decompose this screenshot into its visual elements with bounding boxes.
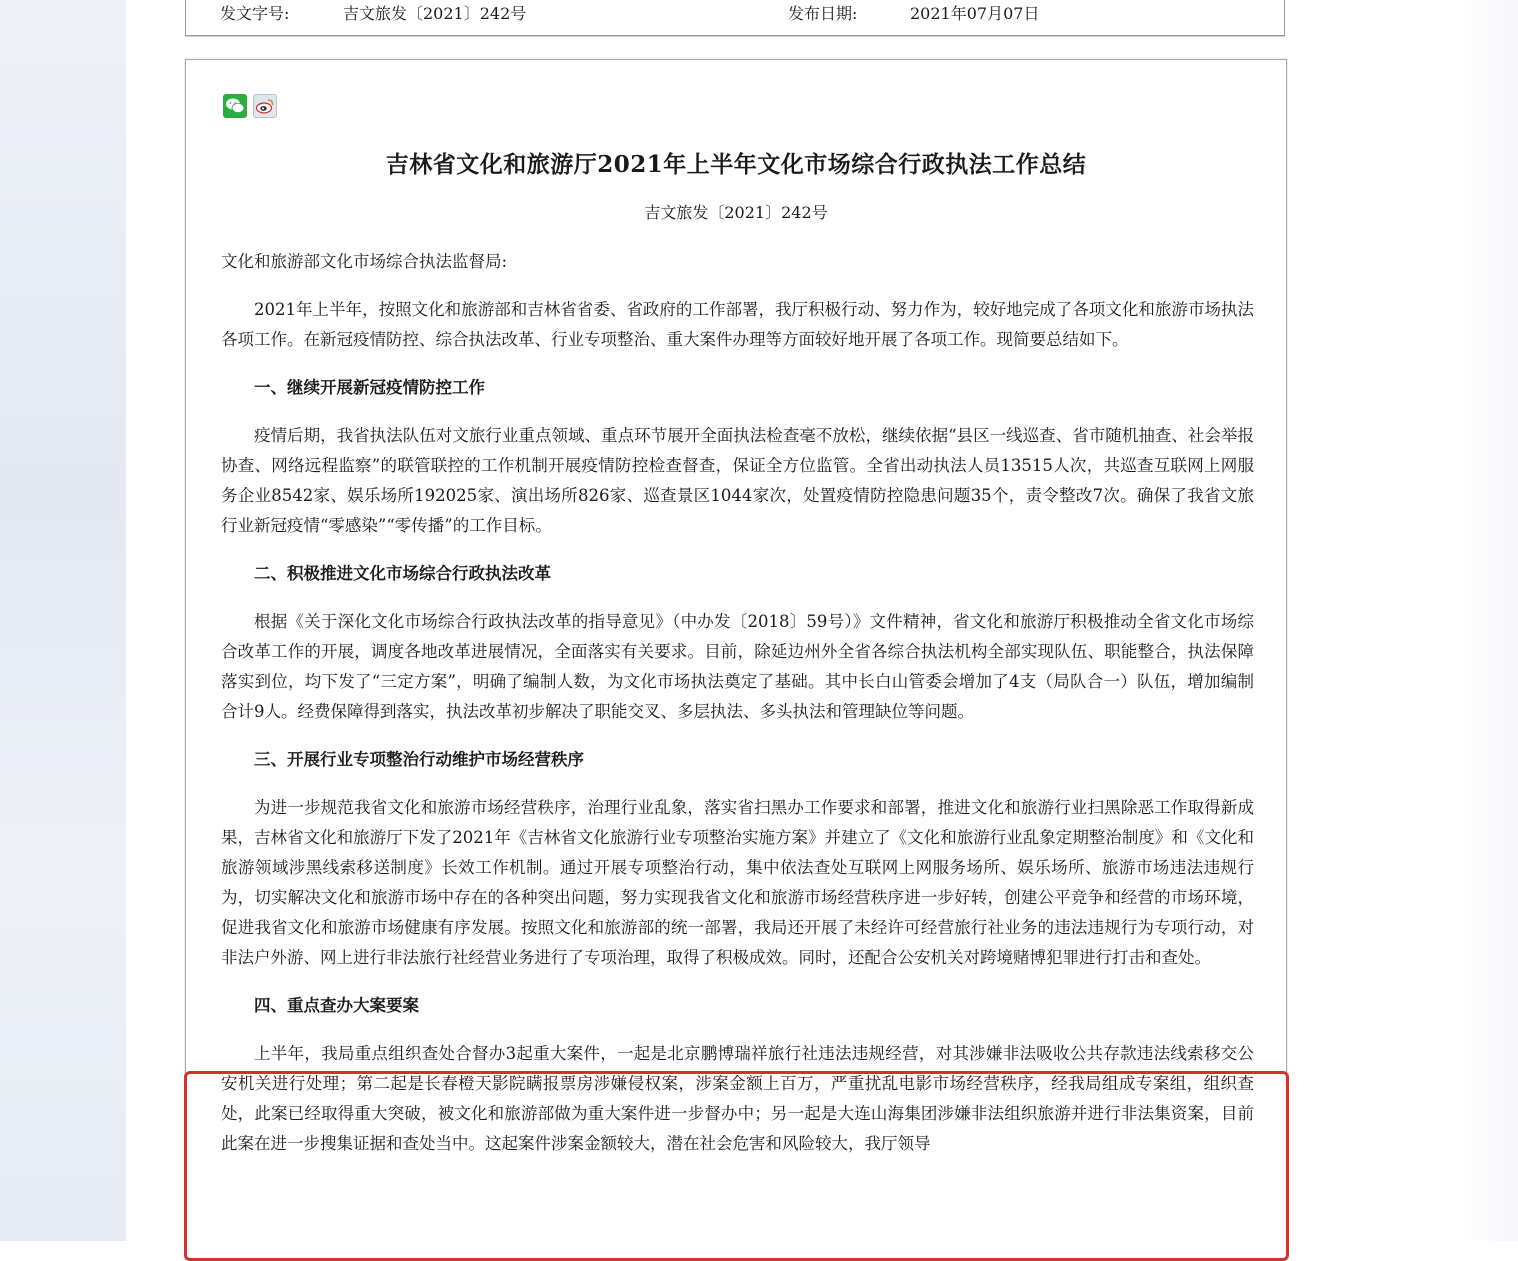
document-number: 吉文旅发〔2021〕242号: [644, 203, 828, 222]
wechat-icon[interactable]: [223, 94, 247, 118]
doc-number-value: 吉文旅发〔2021〕242号: [343, 4, 527, 23]
section-paragraph: 疫情后期，我省执法队伍对文旅行业重点领域、重点环节展开全面执法检查毫不放松，继续依据“县区一线巡查、省市随机抽查、社会举报协查、网络远程监察”的联管联控的工作机制开展疫情防控检查督查，保证全方位监管。全省出动执法人员13515人次，共巡查互联网上网服务企业8542家、娱乐场所192025家、演出场所826家、巡查景区1044家次，处置疫情防控隐患问题35个，责令整改7次。确保了我省文旅行业新冠疫情“零感染”“零传播”的工作目标。: [221, 426, 1254, 535]
document-title: 吉林省文化和旅游厅2021年上半年文化市场综合行政执法工作总结: [385, 151, 1087, 178]
salutation: 文化和旅游部文化市场综合执法监督局:: [221, 252, 508, 271]
right-margin-shadow: [1458, 0, 1518, 1241]
section-heading: 一、继续开展新冠疫情防控工作: [254, 378, 485, 397]
weibo-icon[interactable]: [253, 94, 277, 118]
section-paragraph: 上半年，我局重点组织查处合督办3起重大案件，一起是北京鹏博瑞祥旅行社违法违规经营，对其涉嫌非法吸收公共存款违法线索移交公安机关进行处理；第二起是长春橙天影院瞒报票房涉嫌侵权案，涉案金额上百万，严重扰乱电影市场经营秩序，经我局组成专案组，组织查处，此案已经取得重大突破，被文化和旅游部做为重大案件进一步督办中；另一起是大连山海集团涉嫌非法组织旅游并进行非法集资案，目前此案在进一步搜集证据和查处当中。这起案件涉案金额较大，潜在社会危害和风险较大，我厅领导: [221, 1044, 1254, 1153]
intro-paragraph: 2021年上半年，按照文化和旅游部和吉林省省委、省政府的工作部署，我厅积极行动、努力作为，较好地完成了各项文化和旅游市场执法各项工作。在新冠疫情防控、综合执法改革、行业专项整治、重大案件办理等方面较好地开展了各项工作。现简要总结如下。: [221, 300, 1254, 349]
document-meta-bar: [185, 0, 1285, 36]
share-bar: [223, 94, 277, 118]
section-heading: 二、积极推进文化市场综合行政执法改革: [254, 564, 551, 583]
left-margin-shadow: [0, 0, 126, 1241]
document-body: [221, 247, 1254, 1177]
section-heading: 三、开展行业专项整治行动维护市场经营秩序: [254, 750, 584, 769]
date-label: 发布日期:: [788, 4, 858, 23]
section-heading: 四、重点查办大案要案: [254, 996, 419, 1015]
date-value: 2021年07月07日: [910, 4, 1040, 23]
doc-number-label: 发文字号:: [220, 4, 290, 23]
section-paragraph: 根据《关于深化文化市场综合行政执法改革的指导意见》（中办发〔2018〕59号）》文件精神，省文化和旅游厅积极推动全省文化市场综合改革工作的开展，调度各地改革进展情况，全面落实有关要求。目前，除延边州外全省各综合执法机构全部实现队伍、职能整合，执法保障落实到位，均下发了“三定方案”，明确了编制人数，为文化市场执法奠定了基础。其中长白山管委会增加了4支（局队合一）队伍，增加编制合计9人。经费保障得到落实，执法改革初步解决了职能交叉、多层执法、多头执法和管理缺位等问题。: [221, 612, 1254, 721]
red-highlight-box: [184, 1071, 1289, 1261]
section-paragraph: 为进一步规范我省文化和旅游市场经营秩序，治理行业乱象，落实省扫黑办工作要求和部署，推进文化和旅游行业扫黑除恶工作取得新成果，吉林省文化和旅游厅下发了2021年《吉林省文化旅游行业专项整治实施方案》并建立了《文化和旅游行业乱象定期整治制度》和《文化和旅游领域涉黑线索移送制度》长效工作机制。通过开展专项整治行动，集中依法查处互联网上网服务场所、娱乐场所、旅游市场违法违规行为，切实解决文化和旅游市场中存在的各种突出问题，努力实现我省文化和旅游市场经营秩序进一步好转，创建公平竞争和经营的市场环境，促进我省文化和旅游市场健康有序发展。按照文化和旅游部的统一部署，我局还开展了未经许可经营旅行社业务的违法违规行为专项行动，对非法户外游、网上进行非法旅行社经营业务进行了专项治理，取得了积极成效。同时，还配合公安机关对跨境赌博犯罪进行打击和查处。: [221, 798, 1254, 967]
